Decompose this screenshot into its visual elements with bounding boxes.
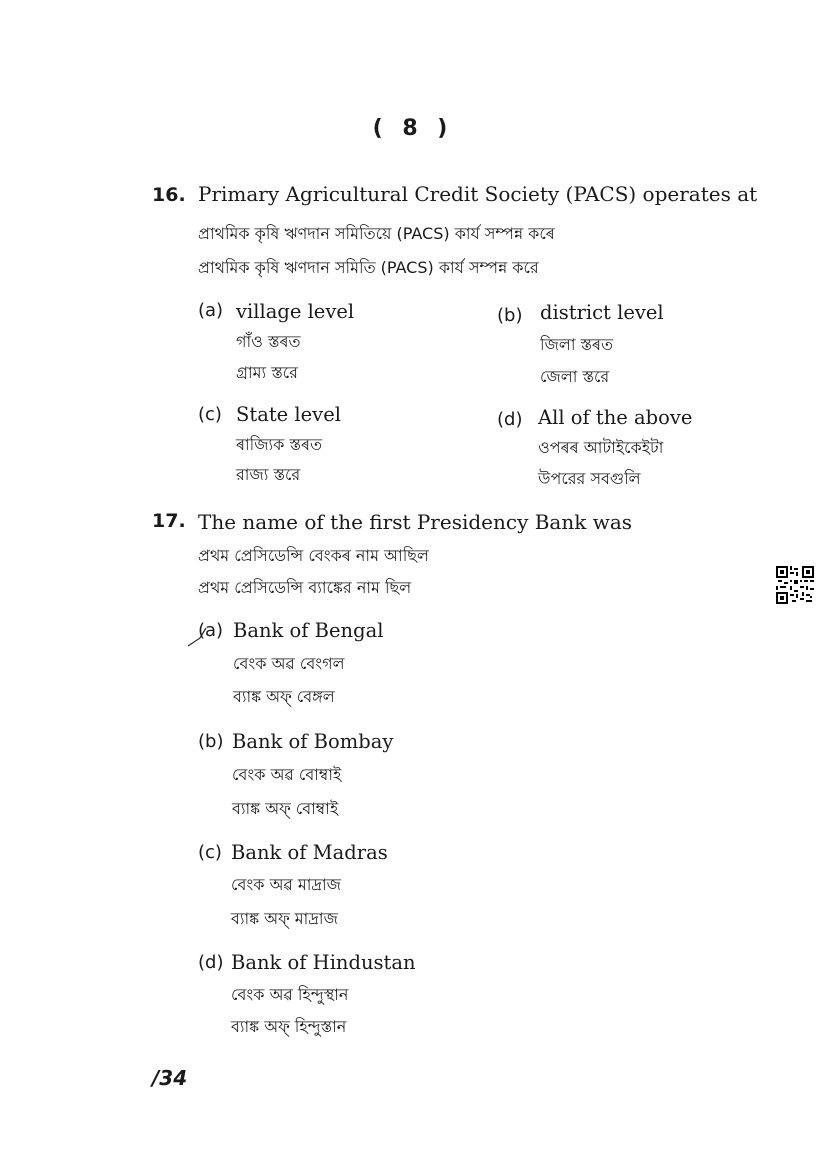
option-text-bengali: ব্যাঙ্ক অফ্ বোম্বাই [232,799,339,818]
option-text-assamese: বেংক অৱ বেংগল [233,654,345,673]
question-text-assamese: প্ৰাথমিক কৃষি ঋণদান সমিতিয়ে (PACS) কাৰ্য সম্পন্ন কৰে [198,224,555,243]
option-text-assamese: ৰাজ্যিক স্তৰত [236,435,322,454]
option-text-assamese: বেংক অৱ মাদ্ৰাজ [231,875,341,894]
option-text-english: Bank of Madras [231,841,388,864]
question-number: 17. [152,510,186,532]
option-text-assamese: জিলা স্তৰত [540,335,614,354]
option-letter: (b) [198,731,224,752]
question-text-bengali: প্রাথমিক কৃষি ঋণদান সমিতি (PACS) কার্য সম্পন্ন করে [198,258,539,277]
option-text-bengali: ব্যাঙ্ক অফ্ হিন্দুস্তান [231,1017,347,1036]
option-text-english: Bank of Bengal [233,619,384,642]
option-text-assamese: বেংক অৱ হিন্দুস্থান [231,985,349,1004]
option-text-assamese: বেংক অৱ বোম্বাই [232,765,342,784]
option-letter: (b) [497,305,523,326]
question-text-bengali: প্রথম প্রেসিডেন্সি ব্যাঙ্কের নাম ছিল [198,578,412,597]
option-text-bengali: জেলা স্তরে [540,367,610,386]
option-text-english: Bank of Hindustan [231,951,416,974]
option-text-bengali: ব্যাঙ্ক অফ্ বেঙ্গল [233,687,335,706]
option-letter: (d) [497,409,523,430]
qr-code-icon [776,566,814,604]
option-text-english: State level [236,403,341,426]
question-number: 16. [152,184,186,206]
option-letter: (a) [198,300,224,321]
option-text-english: Bank of Bombay [232,730,394,753]
option-letter: (c) [198,404,222,425]
question-text-english: The name of the first Presidency Bank was [198,510,633,534]
option-letter: (c) [198,842,222,863]
page-code: /34 [152,1066,188,1090]
option-text-bengali: ব্যাঙ্ক অফ্ মাদ্রাজ [231,909,338,928]
question-text-assamese: প্ৰথম প্ৰেসিডেন্সি বেংকৰ নাম আছিল [198,546,429,565]
option-letter: (a) [198,620,224,641]
option-letter: (d) [198,952,224,973]
page-number: ( 8 ) [372,116,454,141]
option-text-english: All of the above [538,406,693,429]
option-text-assamese: গাঁও স্তৰত [236,332,301,351]
option-text-bengali: উপরের সবগুলি [538,469,641,488]
option-text-bengali: রাজ্য স্তরে [236,465,301,484]
option-text-english: village level [236,300,355,323]
question-text-english: Primary Agricultural Credit Society (PACS) operates at [198,182,758,206]
option-text-assamese: ওপৰৰ আটাইকেইটা [538,438,664,457]
option-text-bengali: গ্রাম্য স্তরে [236,363,298,382]
option-text-english: district level [540,301,664,324]
